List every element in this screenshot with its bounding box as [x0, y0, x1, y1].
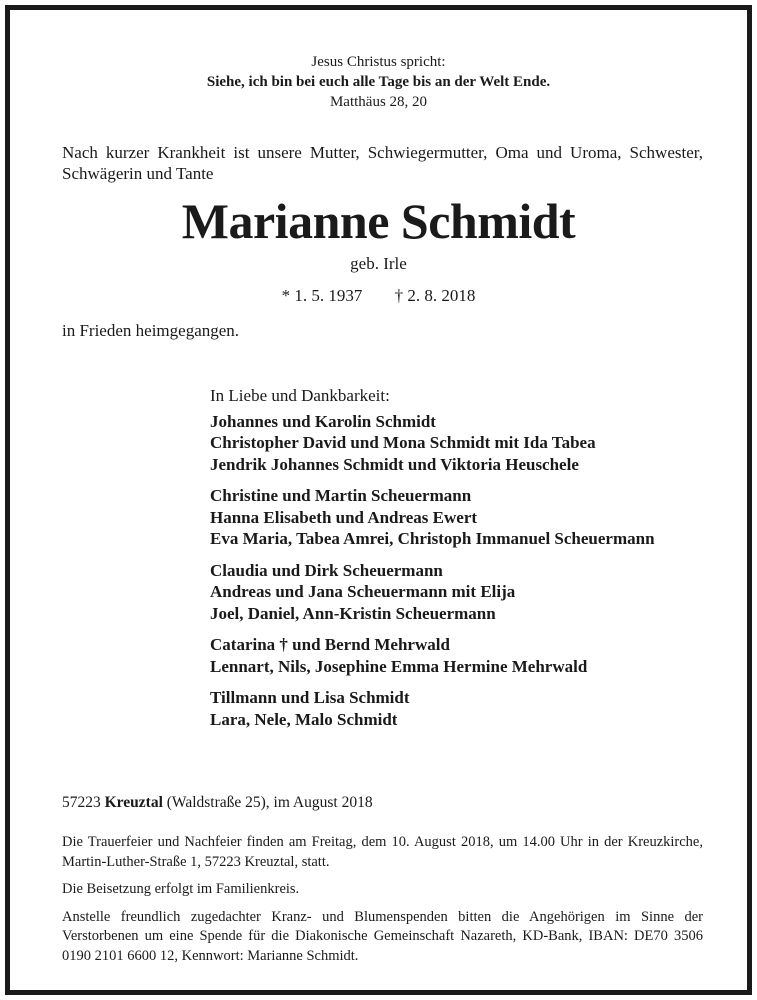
mourner-line: Eva Maria, Tabea Amrei, Christoph Immanuel Scheuermann — [210, 529, 655, 548]
mourner-line: Hanna Elisabeth und Andreas Ewert — [210, 507, 478, 527]
burial-note: Die Beisetzung erfolgt im Familienkreis. — [62, 881, 300, 897]
mourner-line: Catarina † und Bernd Mehrwald — [210, 635, 450, 654]
mourner-line: Jendrik Johannes Schmidt und Viktoria Heuschele — [210, 454, 579, 474]
family-group — [210, 560, 655, 625]
deceased-name: Marianne Schmidt — [181, 193, 576, 249]
mourner-line: Lara, Nele, Malo Schmidt — [210, 709, 398, 729]
birth-date: * 1. 5. 1937 — [281, 286, 363, 305]
verse-reference: Matthäus 28, 20 — [329, 94, 428, 110]
death-date: † 2. 8. 2018 — [394, 286, 476, 305]
peace-text: in Frieden heimgegangen. — [62, 321, 240, 340]
family-group — [210, 485, 655, 550]
obituary-notice — [5, 5, 752, 995]
mourner-line: Andreas und Jana Scheuermann mit Elija — [210, 582, 516, 601]
zip-code: 57223 — [62, 794, 101, 811]
address-date: (Waldstraße 25), im August 2018 — [166, 794, 373, 811]
family-group — [210, 634, 655, 677]
mourners-list — [210, 385, 655, 740]
mourner-line: Christine und Martin Scheuermann — [210, 486, 472, 505]
city-name: Kreuztal — [104, 794, 163, 811]
family-group — [210, 411, 655, 476]
funeral-service-note: Die Trauerfeier und Nachfeier finden am Freitag, dem 10. August 2018, um 14.00 Uhr in der Kreuzkirche, Martin-Luther-Straße 1, 57223 Kreuztal, statt. — [62, 834, 703, 870]
funeral-notes — [62, 833, 703, 974]
intro-text: Nach kurzer Krankheit ist unsere Mutter, Schwiegermutter, Oma und Uroma, Schwester, Schwägerin und Tante — [62, 143, 703, 183]
mourner-line: Christopher David und Mona Schmidt mit Ida Tabea — [210, 433, 596, 452]
mourner-line: Lennart, Nils, Josephine Emma Hermine Mehrwald — [210, 656, 588, 676]
bible-verse — [10, 52, 747, 112]
family-group — [210, 687, 655, 730]
life-dates — [10, 286, 747, 306]
mourner-line: Claudia und Dirk Scheuermann — [210, 560, 443, 580]
mourner-line: Joel, Daniel, Ann-Kristin Scheuermann — [210, 603, 496, 623]
mourner-line: Johannes und Karolin Schmidt — [210, 411, 436, 431]
mourner-line: Tillmann und Lisa Schmidt — [210, 688, 410, 707]
donation-note: Anstelle freundlich zugedachter Kranz- und Blumenspenden bitten die Angehörigen im Sinne der Verstorbenen um eine Spende für die Diakonische Gemeinschaft Nazareth, KD-Bank, IBAN: DE70 3506 0190 2101 6600 12, Kennwort: Marianne Schmidt. — [62, 908, 703, 964]
verse-intro: Jesus Christus spricht: — [311, 54, 446, 70]
verse-quote: Siehe, ich bin bei euch alle Tage bis an der Welt Ende. — [206, 74, 551, 90]
place-date-line — [62, 794, 373, 812]
mourners-heading: In Liebe und Dankbarkeit: — [210, 386, 390, 405]
maiden-name: geb. Irle — [350, 254, 407, 273]
